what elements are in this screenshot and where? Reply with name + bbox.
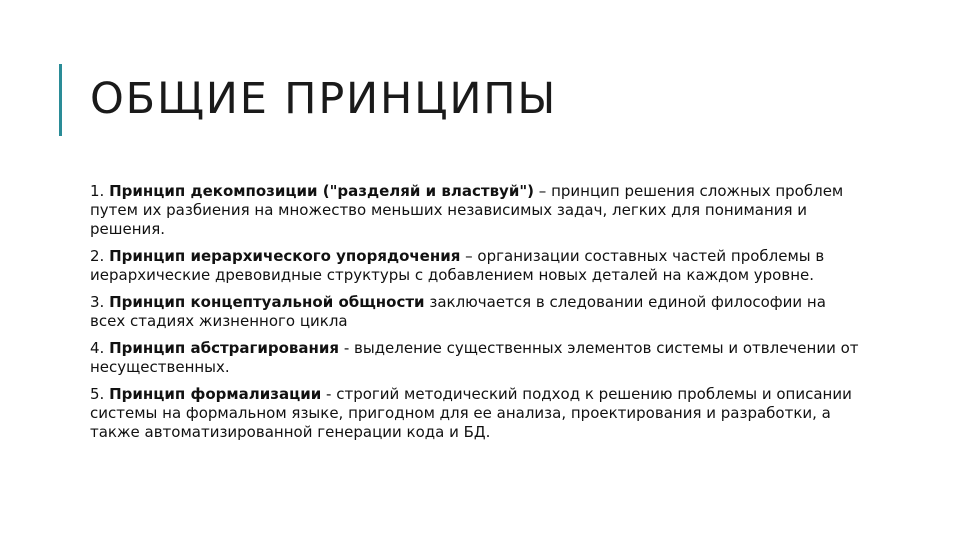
- principles-list: [90, 182, 860, 450]
- principle-number: 4.: [90, 339, 105, 357]
- slide-title: ОБЩИЕ ПРИНЦИПЫ: [90, 74, 558, 124]
- principle-description: - выделение существенных элементов системы и отвлечении от несущественных.: [90, 339, 859, 376]
- principle-item: [90, 339, 860, 377]
- principle-description: - строгий методический подход к решению проблемы и описании системы на формальном языке, пригодном для ее анализа, проектирования и разработки, а также автоматизированной генерации кода и БД.: [90, 385, 852, 441]
- principle-description: заключается в следовании единой философии на всех стадиях жизненного цикла: [90, 293, 826, 330]
- principle-item: [90, 247, 860, 285]
- principle-number: 1.: [90, 182, 105, 200]
- principle-name: Принцип формализации: [109, 385, 322, 403]
- principle-name: Принцип иерархического упорядочения: [109, 247, 461, 265]
- principle-number: 2.: [90, 247, 105, 265]
- principle-name: Принцип декомпозиции ("разделяй и властвуй"): [109, 182, 535, 200]
- principle-item: [90, 182, 860, 239]
- principle-item: [90, 385, 860, 442]
- principle-number: 3.: [90, 293, 105, 311]
- principle-description: – организации составных частей проблемы в иерархические древовидные структуры с добавлением новых деталей на каждом уровне.: [90, 247, 825, 284]
- principle-number: 5.: [90, 385, 105, 403]
- principle-name: Принцип абстрагирования: [109, 339, 340, 357]
- principle-description: – принцип решения сложных проблем путем их разбиения на множество меньших независимых задач, легких для понимания и решения.: [90, 182, 844, 238]
- principle-item: [90, 293, 860, 331]
- principle-name: Принцип концептуальной общности: [109, 293, 425, 311]
- title-accent-bar: [59, 64, 62, 136]
